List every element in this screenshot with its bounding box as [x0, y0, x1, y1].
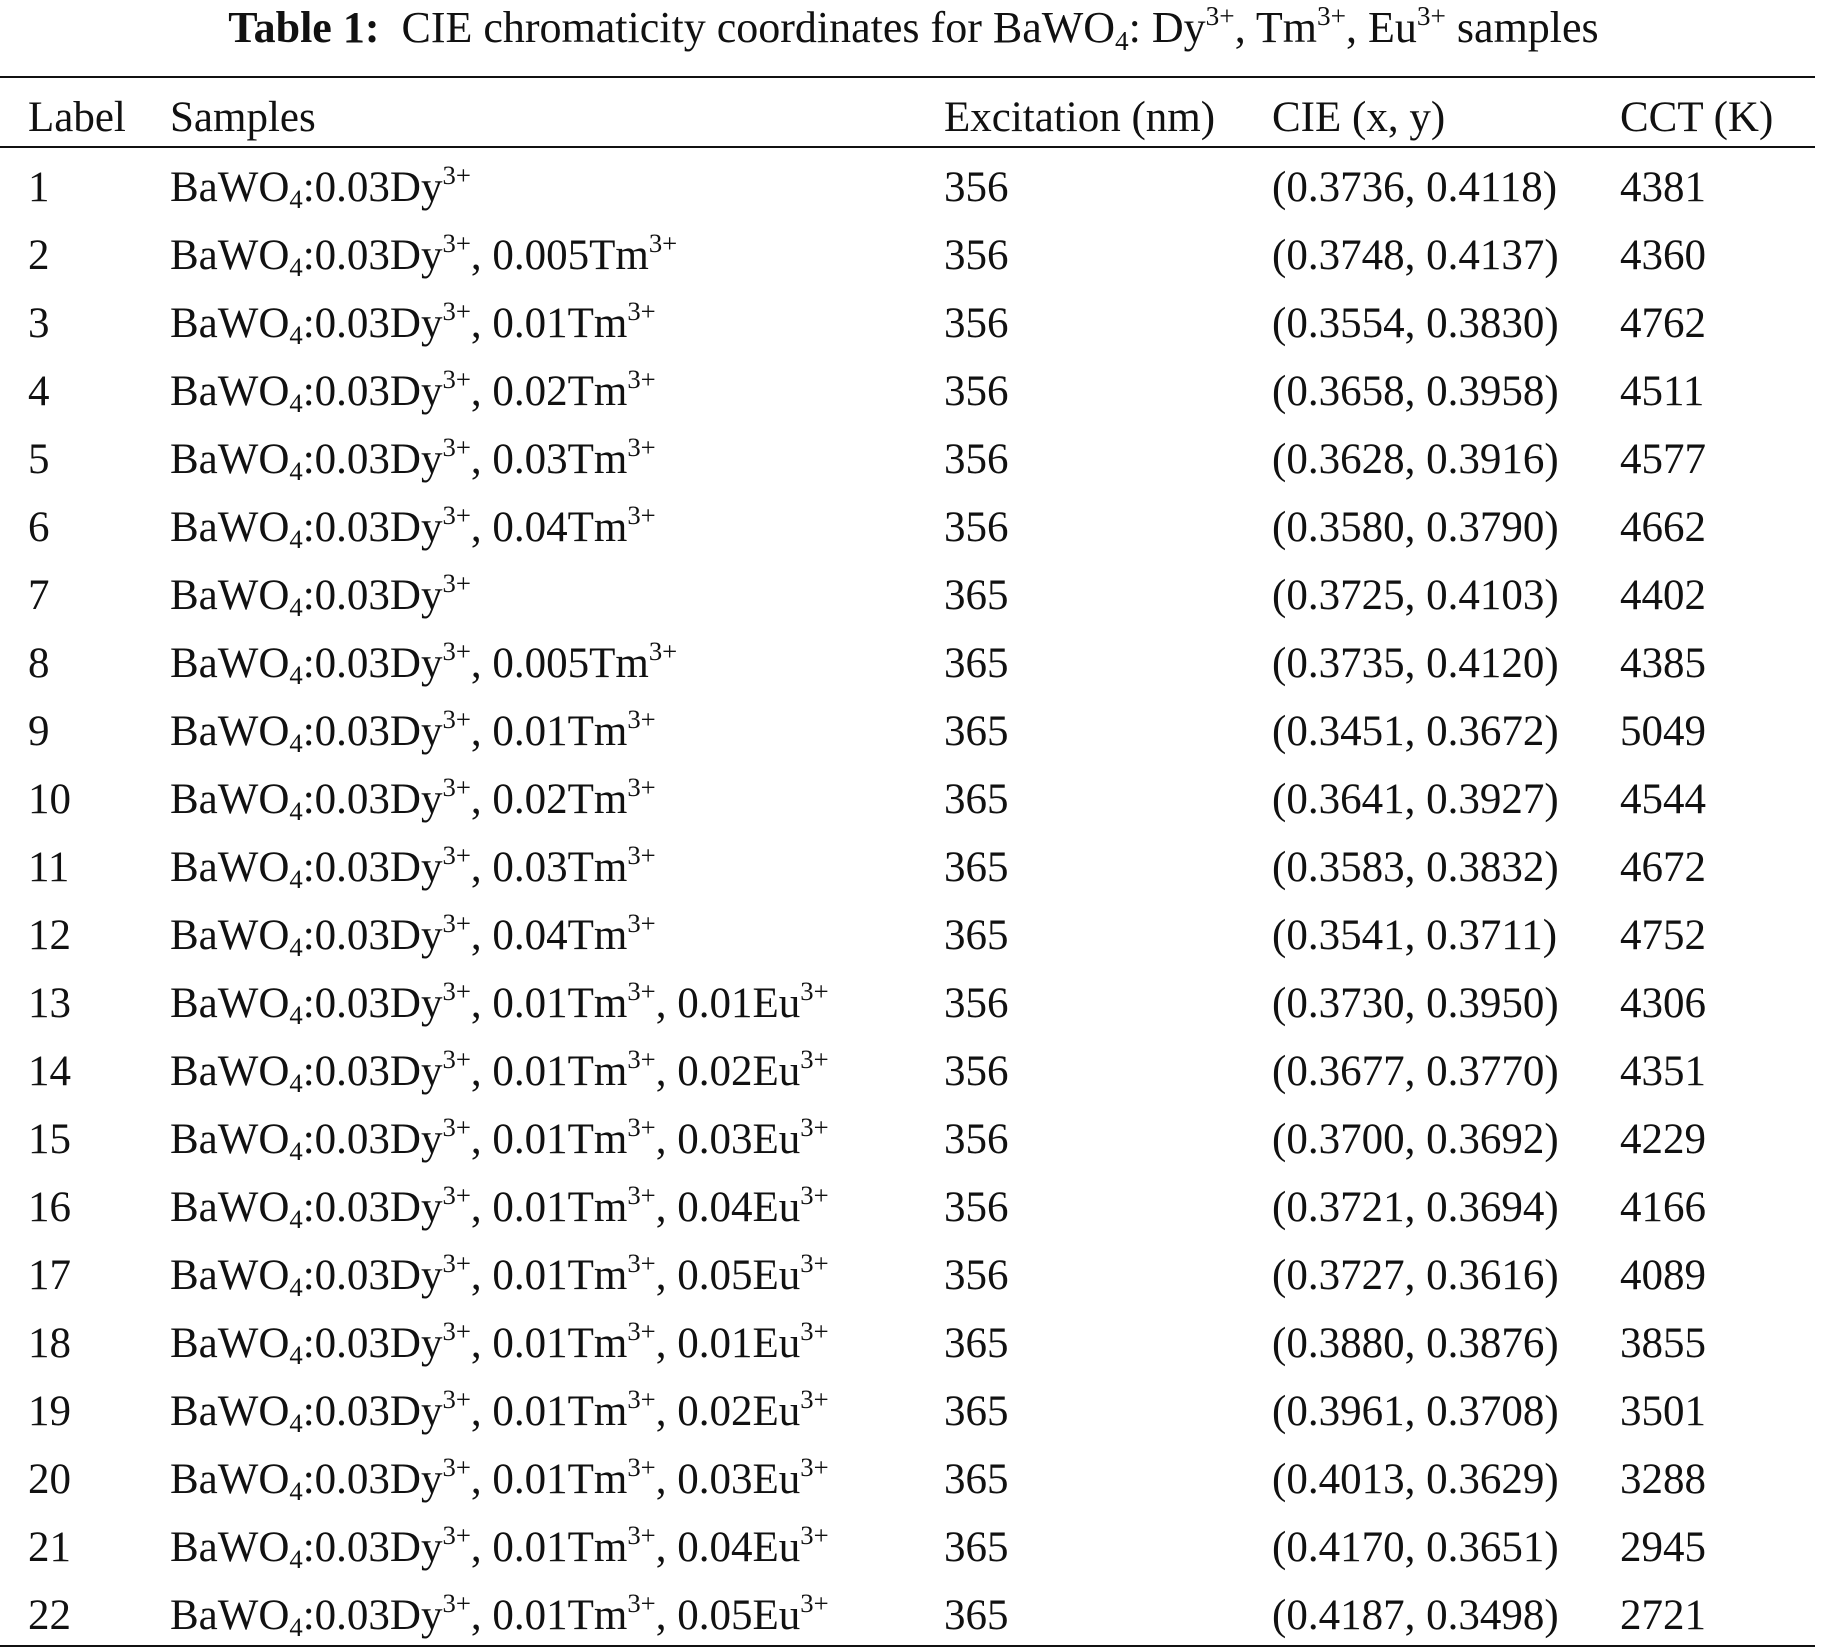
cell-cie: (0.3583, 0.3832): [1272, 844, 1559, 891]
cell-label: 19: [28, 1388, 71, 1435]
cell-excitation: 356: [944, 504, 1009, 551]
table-row: [0, 698, 1815, 766]
table-row: [0, 1446, 1815, 1514]
cell-label: 1: [28, 164, 50, 211]
table-row: [0, 1242, 1815, 1310]
table-caption: [0, 0, 1827, 56]
cell-sample: $BaWO_4:0.03Dy^{3+}$, $0.005Tm^{3+}$: [170, 636, 678, 691]
cell-label: 17: [28, 1252, 71, 1299]
cell-label: 6: [28, 504, 50, 551]
header-excitation: Excitation (nm): [944, 94, 1216, 141]
cell-label: 8: [28, 640, 50, 687]
header-cct: CCT (K): [1620, 94, 1774, 141]
cell-cie: (0.3725, 0.4103): [1272, 572, 1559, 619]
cell-cie: (0.3541, 0.3711): [1272, 912, 1558, 959]
caption-label: Table 1:: [228, 3, 380, 52]
cell-cct: 4544: [1620, 776, 1706, 823]
table-row: [0, 154, 1815, 222]
cell-sample: $BaWO_4:0.03Dy^{3+}$, $0.03Tm^{3+}$: [170, 840, 656, 895]
cell-cie: (0.3748, 0.4137): [1272, 232, 1559, 279]
table-row: [0, 494, 1815, 562]
cell-sample: $BaWO_4:0.03Dy^{3+}$: [170, 160, 471, 215]
cell-label: 14: [28, 1048, 71, 1095]
cell-sample: $BaWO_4:0.03Dy^{3+}$, $0.01Tm^{3+}$, $0.01Eu^{3+}$: [170, 1316, 829, 1371]
table-row: [0, 1378, 1815, 1446]
cell-sample: $BaWO_4:0.03Dy^{3+}$: [170, 568, 471, 623]
cell-cct: 5049: [1620, 708, 1706, 755]
caption-text: CIE chromaticity coordinates for BaWO$_4$: $Dy^{3+}$, $Tm^{3+}$, $Eu^{3+}$ samples: [401, 1, 1599, 56]
cell-excitation: 365: [944, 1524, 1009, 1571]
cell-sample: $BaWO_4:0.03Dy^{3+}$, $0.02Tm^{3+}$: [170, 364, 656, 419]
cell-cie: (0.3554, 0.3830): [1272, 300, 1559, 347]
cell-cie: (0.4187, 0.3498): [1272, 1592, 1559, 1639]
cell-label: 11: [28, 844, 70, 891]
cell-sample: $BaWO_4:0.03Dy^{3+}$, $0.01Tm^{3+}$, $0.03Eu^{3+}$: [170, 1452, 829, 1507]
cell-excitation: 365: [944, 844, 1009, 891]
table-row: [0, 562, 1815, 630]
cell-cie: (0.3677, 0.3770): [1272, 1048, 1559, 1095]
cell-sample: $BaWO_4:0.03Dy^{3+}$, $0.02Tm^{3+}$: [170, 772, 656, 827]
cell-sample: $BaWO_4:0.03Dy^{3+}$, $0.01Tm^{3+}$, $0.05Eu^{3+}$: [170, 1248, 829, 1303]
cell-sample: $BaWO_4:0.03Dy^{3+}$, $0.04Tm^{3+}$: [170, 500, 656, 555]
cell-cie: (0.4170, 0.3651): [1272, 1524, 1559, 1571]
cell-excitation: 365: [944, 1388, 1009, 1435]
cell-sample: $BaWO_4:0.03Dy^{3+}$, $0.01Tm^{3+}$: [170, 704, 656, 759]
cell-label: 2: [28, 232, 50, 279]
cell-cct: 4381: [1620, 164, 1706, 211]
cell-label: 22: [28, 1592, 71, 1639]
table-row: [0, 1174, 1815, 1242]
cell-cct: 4752: [1620, 912, 1706, 959]
cell-cie: (0.3658, 0.3958): [1272, 368, 1559, 415]
cell-cie: (0.3727, 0.3616): [1272, 1252, 1559, 1299]
cell-excitation: 356: [944, 368, 1009, 415]
cell-cie: (0.3735, 0.4120): [1272, 640, 1559, 687]
cell-label: 18: [28, 1320, 71, 1367]
table-row: [0, 290, 1815, 358]
cell-cct: 4511: [1620, 368, 1705, 415]
cell-cie: (0.3451, 0.3672): [1272, 708, 1559, 755]
table-row: [0, 970, 1815, 1038]
cell-cct: 3501: [1620, 1388, 1706, 1435]
table-row: [0, 1038, 1815, 1106]
cell-excitation: 365: [944, 1320, 1009, 1367]
cell-cie: (0.3580, 0.3790): [1272, 504, 1559, 551]
cell-cie: (0.3721, 0.3694): [1272, 1184, 1559, 1231]
cell-cct: 4402: [1620, 572, 1706, 619]
cell-cct: 4762: [1620, 300, 1706, 347]
cell-label: 15: [28, 1116, 71, 1163]
cell-label: 16: [28, 1184, 71, 1231]
cell-sample: $BaWO_4:0.03Dy^{3+}$, $0.01Tm^{3+}$, $0.04Eu^{3+}$: [170, 1180, 829, 1235]
cell-excitation: 356: [944, 436, 1009, 483]
cell-cct: 2721: [1620, 1592, 1706, 1639]
table-row: [0, 1310, 1815, 1378]
header-rule: [0, 146, 1815, 148]
header-label: Label: [28, 94, 126, 141]
cell-cct: 4672: [1620, 844, 1706, 891]
cell-cct: 4089: [1620, 1252, 1706, 1299]
cell-cct: 4351: [1620, 1048, 1706, 1095]
cell-sample: $BaWO_4:0.03Dy^{3+}$, $0.01Tm^{3+}$, $0.05Eu^{3+}$: [170, 1588, 829, 1643]
table-row: [0, 1514, 1815, 1582]
cell-sample: $BaWO_4:0.03Dy^{3+}$, $0.005Tm^{3+}$: [170, 228, 678, 283]
top-rule: [0, 76, 1815, 78]
cell-sample: $BaWO_4:0.03Dy^{3+}$, $0.03Tm^{3+}$: [170, 432, 656, 487]
cell-label: 5: [28, 436, 50, 483]
table-row: [0, 1582, 1815, 1650]
cell-cie: (0.3641, 0.3927): [1272, 776, 1559, 823]
header-samples: Samples: [170, 94, 316, 141]
cell-sample: $BaWO_4:0.03Dy^{3+}$, $0.01Tm^{3+}$, $0.01Eu^{3+}$: [170, 976, 829, 1031]
cell-cct: 4306: [1620, 980, 1706, 1027]
cell-label: 4: [28, 368, 50, 415]
cell-excitation: 356: [944, 1116, 1009, 1163]
cell-cct: 4662: [1620, 504, 1706, 551]
cell-cct: 4577: [1620, 436, 1706, 483]
table-row: [0, 766, 1815, 834]
cell-excitation: 356: [944, 164, 1009, 211]
cell-label: 13: [28, 980, 71, 1027]
cell-cct: 3855: [1620, 1320, 1706, 1367]
cell-label: 20: [28, 1456, 71, 1503]
cell-sample: $BaWO_4:0.03Dy^{3+}$, $0.01Tm^{3+}$, $0.02Eu^{3+}$: [170, 1044, 829, 1099]
cell-excitation: 356: [944, 980, 1009, 1027]
cell-excitation: 356: [944, 300, 1009, 347]
bottom-rule: [0, 1645, 1815, 1647]
cell-label: 10: [28, 776, 71, 823]
table-row: [0, 630, 1815, 698]
cell-label: 3: [28, 300, 50, 347]
cell-cct: 4385: [1620, 640, 1706, 687]
cell-cct: 4229: [1620, 1116, 1706, 1163]
cell-excitation: 356: [944, 1048, 1009, 1095]
header-cie: CIE (x, y): [1272, 94, 1446, 141]
cell-excitation: 356: [944, 1252, 1009, 1299]
cell-sample: $BaWO_4:0.03Dy^{3+}$, $0.01Tm^{3+}$, $0.04Eu^{3+}$: [170, 1520, 829, 1575]
table-row: [0, 1106, 1815, 1174]
table-header-row: [0, 84, 1815, 152]
cell-cct: 2945: [1620, 1524, 1706, 1571]
cell-cct: 4360: [1620, 232, 1706, 279]
cell-excitation: 365: [944, 640, 1009, 687]
cell-cie: (0.3961, 0.3708): [1272, 1388, 1559, 1435]
table-row: [0, 222, 1815, 290]
cell-excitation: 365: [944, 912, 1009, 959]
cell-cie: (0.3628, 0.3916): [1272, 436, 1559, 483]
cell-excitation: 365: [944, 572, 1009, 619]
cell-label: 7: [28, 572, 50, 619]
cell-cie: (0.3880, 0.3876): [1272, 1320, 1559, 1367]
cell-sample: $BaWO_4:0.03Dy^{3+}$, $0.01Tm^{3+}$, $0.02Eu^{3+}$: [170, 1384, 829, 1439]
cell-label: 9: [28, 708, 50, 755]
cell-excitation: 365: [944, 776, 1009, 823]
cell-cie: (0.4013, 0.3629): [1272, 1456, 1559, 1503]
cell-cct: 4166: [1620, 1184, 1706, 1231]
cell-cie: (0.3736, 0.4118): [1272, 164, 1558, 211]
cell-cie: (0.3700, 0.3692): [1272, 1116, 1559, 1163]
cell-cie: (0.3730, 0.3950): [1272, 980, 1559, 1027]
cell-sample: $BaWO_4:0.03Dy^{3+}$, $0.04Tm^{3+}$: [170, 908, 656, 963]
cell-excitation: 365: [944, 1456, 1009, 1503]
cell-sample: $BaWO_4:0.03Dy^{3+}$, $0.01Tm^{3+}$: [170, 296, 656, 351]
cell-excitation: 356: [944, 232, 1009, 279]
cell-label: 12: [28, 912, 71, 959]
cell-excitation: 365: [944, 1592, 1009, 1639]
table-row: [0, 902, 1815, 970]
table-row: [0, 358, 1815, 426]
table-row: [0, 834, 1815, 902]
cell-excitation: 365: [944, 708, 1009, 755]
cell-cct: 3288: [1620, 1456, 1706, 1503]
cell-excitation: 356: [944, 1184, 1009, 1231]
cell-label: 21: [28, 1524, 71, 1571]
cell-sample: $BaWO_4:0.03Dy^{3+}$, $0.01Tm^{3+}$, $0.03Eu^{3+}$: [170, 1112, 829, 1167]
table-row: [0, 426, 1815, 494]
